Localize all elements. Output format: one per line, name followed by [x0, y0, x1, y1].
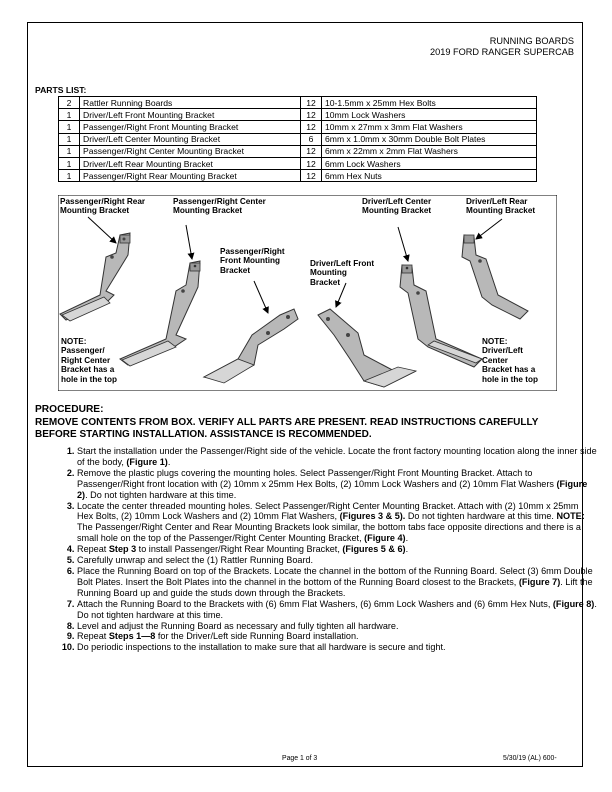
- step-text: for the Driver/Left side Running Board installation.: [155, 631, 359, 642]
- qty-cell: 1: [59, 121, 80, 133]
- list-item: [77, 631, 597, 642]
- procedure-title: PROCEDURE:: [35, 404, 104, 415]
- hardware-cell: 6mm Lock Washers: [322, 157, 537, 169]
- label-passenger-center: Passenger/Right Center Mounting Bracket: [173, 197, 266, 216]
- parts-list-title: PARTS LIST:: [35, 85, 87, 95]
- page-number: Page 1 of 3: [282, 755, 318, 762]
- step-bold: Steps 1—8: [108, 631, 156, 642]
- hardware-cell: 10-1.5mm x 25mm Hex Bolts: [322, 97, 537, 109]
- step-bold: (Figures 3 & 5).: [339, 511, 406, 522]
- brackets-figure: [58, 195, 557, 391]
- step-text: The Passenger/Right Center and Rear Mounting Brackets look similar, the bottom tabs face opposite directions and there is a small hole on the top of the Passenger/Right Center Mounting Bracket,: [77, 522, 581, 544]
- label-driver-front: Driver/Left Front Mounting Bracket: [310, 259, 375, 287]
- list-item: [77, 501, 597, 545]
- list-item: [77, 621, 597, 632]
- table-row: [59, 97, 537, 109]
- part-cell: Rattler Running Boards: [80, 97, 301, 109]
- step-text: Repeat: [77, 631, 109, 642]
- qty-cell: 2: [59, 97, 80, 109]
- label-driver-center: Driver/Left Center Mounting Bracket: [362, 197, 432, 216]
- parts-list-table: [58, 96, 537, 182]
- label-driver-rear: Driver/Left Rear Mounting Bracket: [466, 197, 536, 216]
- qty-cell: 6: [301, 133, 322, 145]
- qty-cell: 12: [301, 157, 322, 169]
- step-text: Locate the center threaded mounting holes. Select Passenger/Right Center Mounting Bracket. Attach with (2) 10mm x 25mm Hex Bolts, (2) 10mm Lock Washers and (2) 10mm Flat Washers,: [77, 500, 579, 522]
- note-right: NOTE: Driver/Left Center Bracket has a hole in the top: [482, 337, 538, 384]
- step-text: Carefully unwrap and select the (1) Rattler Running Board.: [77, 555, 314, 566]
- header-title: RUNNING BOARDS: [489, 36, 574, 46]
- step-bold: (Figure 7): [518, 576, 561, 587]
- step-text: .: [167, 456, 171, 467]
- list-item: [77, 555, 597, 566]
- step-bold: Step 3: [108, 544, 137, 555]
- qty-cell: 1: [59, 133, 80, 145]
- note-left: NOTE: Passenger/ Right Center Bracket has a hole in the top: [61, 337, 117, 384]
- step-text: . Do not tighten hardware at this time.: [85, 489, 237, 500]
- list-item: [77, 599, 597, 621]
- hardware-cell: 10mm x 27mm x 3mm Flat Washers: [322, 121, 537, 133]
- procedure-steps: [55, 446, 597, 653]
- step-bold: (Figure 4): [364, 533, 406, 544]
- list-item: [77, 446, 597, 468]
- step-text: . Lift the Running Board up and guide the studs down through the Brackets.: [77, 576, 593, 598]
- qty-cell: 1: [59, 145, 80, 157]
- qty-cell: 1: [59, 109, 80, 121]
- part-cell: Passenger/Right Front Mounting Bracket: [80, 121, 301, 133]
- qty-cell: 12: [301, 170, 322, 182]
- procedure-warning: REMOVE CONTENTS FROM BOX. VERIFY ALL PARTS ARE PRESENT. READ INSTRUCTIONS CAREFULLY BEFORE STARTING INSTALLATION. ASSISTANCE IS RECOMMENDED.: [35, 417, 539, 440]
- document-header: [430, 36, 574, 58]
- step-text: Level and adjust the Running Board as necessary and fully tighten all hardware.: [77, 620, 399, 631]
- step-text: Do periodic inspections to the installation to make sure that all hardware is secure and tight.: [77, 642, 446, 653]
- step-text: . Do not tighten hardware at this time.: [77, 598, 597, 620]
- label-passenger-front: Passenger/Right Front Mounting Bracket: [220, 247, 285, 275]
- step-text: Remove the plastic plugs covering the mounting holes. Select Passenger/Right Front Mounting Bracket. Attach to Passenger/Right front location with (2) 10mm x 25mm Hex Bolts, (2) 10mm Lock Washers and (2) 10mm Flat Washers: [77, 467, 557, 489]
- step-text: .: [405, 544, 409, 555]
- hardware-cell: 6mm x 1.0mm x 30mm Double Bolt Plates: [322, 133, 537, 145]
- label-passenger-rear: Passenger/Right Rear Mounting Bracket: [60, 197, 146, 216]
- list-item: [77, 642, 597, 653]
- step-text: to install Passenger/Right Rear Mounting Bracket,: [136, 544, 343, 555]
- table-row: [59, 145, 537, 157]
- table-row: [59, 121, 537, 133]
- step-bold: (Figures 5 & 6): [342, 544, 406, 555]
- part-cell: Driver/Left Rear Mounting Bracket: [80, 157, 301, 169]
- hardware-cell: 6mm x 22mm x 2mm Flat Washers: [322, 145, 537, 157]
- step-bold: (Figure 1): [126, 456, 168, 467]
- step-text: .: [405, 533, 409, 544]
- table-row: [59, 109, 537, 121]
- part-cell: Passenger/Right Center Mounting Bracket: [80, 145, 301, 157]
- header-vehicle: 2019 FORD RANGER SUPERCAB: [430, 47, 574, 57]
- step-bold: (Figure 2): [77, 478, 588, 500]
- hardware-cell: 6mm Hex Nuts: [322, 170, 537, 182]
- qty-cell: 12: [301, 109, 322, 121]
- table-row: [59, 133, 537, 145]
- hardware-cell: 10mm Lock Washers: [322, 109, 537, 121]
- step-text: Do not tighten hardware at this time.: [405, 511, 557, 522]
- list-item: [77, 544, 597, 555]
- step-text: Place the Running Board on top of the Brackets. Locate the channel in the bottom of the Running Board. Select (3) 6mm Double Bolt Plates. Insert the Bolt Plates into the channel in the bottom of the Running Board closest to the Brackets,: [77, 565, 593, 587]
- revision-date: 5/30/19 (AL) 600-: [503, 755, 557, 762]
- step-text: Attach the Running Board to the Brackets with (6) 6mm Flat Washers, (6) 6mm Lock Washers and (6) 6mm Hex Nuts,: [77, 598, 553, 609]
- qty-cell: 12: [301, 145, 322, 157]
- step-bold: NOTE:: [556, 511, 585, 522]
- qty-cell: 12: [301, 97, 322, 109]
- step-text: Start the installation under the Passenger/Right side of the vehicle. Locate the front factory mounting location along the inner side of the body,: [77, 446, 597, 467]
- qty-cell: 1: [59, 170, 80, 182]
- qty-cell: 1: [59, 157, 80, 169]
- list-item: [77, 566, 597, 599]
- step-text: Repeat: [77, 544, 109, 555]
- table-row: [59, 170, 537, 182]
- table-row: [59, 157, 537, 169]
- part-cell: Driver/Left Center Mounting Bracket: [80, 133, 301, 145]
- part-cell: Passenger/Right Rear Mounting Bracket: [80, 170, 301, 182]
- part-cell: Driver/Left Front Mounting Bracket: [80, 109, 301, 121]
- list-item: [77, 468, 597, 501]
- qty-cell: 12: [301, 121, 322, 133]
- step-bold: (Figure 8): [552, 598, 595, 609]
